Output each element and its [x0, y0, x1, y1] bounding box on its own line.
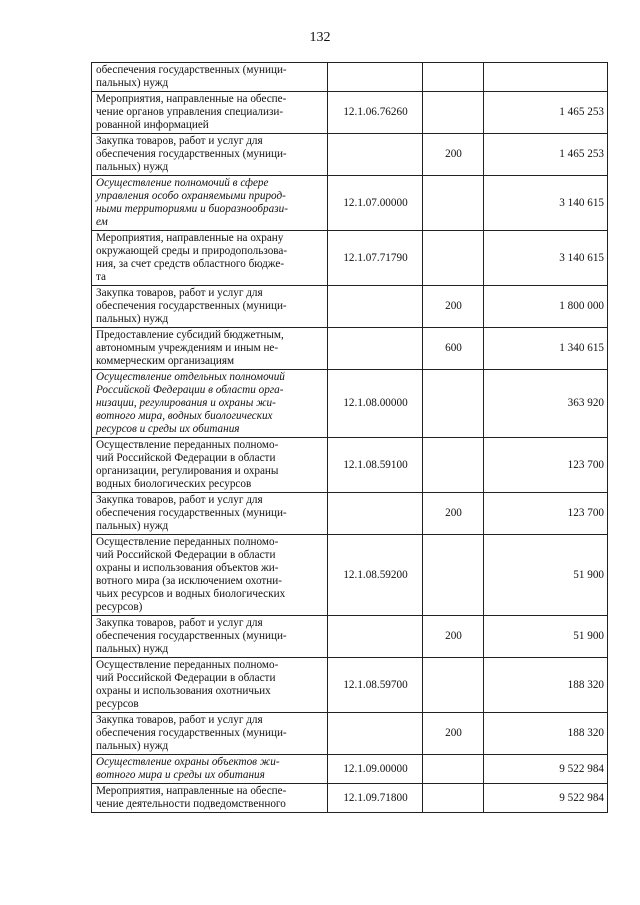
row-type-cell: 200	[423, 286, 484, 328]
row-name-cell: Закупка товаров, работ и услуг для обеспечения государственных (муници- пальных) нужд	[92, 616, 328, 658]
row-type-cell: 200	[423, 616, 484, 658]
row-type-cell: 600	[423, 328, 484, 370]
table-row	[92, 370, 608, 438]
row-type-cell: 200	[423, 713, 484, 755]
table-row	[92, 493, 608, 535]
table-row	[92, 63, 608, 92]
row-amount-cell: 123 700	[484, 493, 608, 535]
row-type-cell	[423, 176, 484, 231]
row-amount-cell: 188 320	[484, 713, 608, 755]
row-amount-cell: 1 340 615	[484, 328, 608, 370]
row-name-cell: Осуществление охраны объектов жи- вотного мира и среды их обитания	[92, 755, 328, 784]
table-row	[92, 755, 608, 784]
row-type-cell	[423, 535, 484, 616]
row-name-cell: Осуществление переданных полномо- чий Российской Федерации в области организации, регулирования и охраны водных биологических ресурсов	[92, 438, 328, 493]
row-name-cell: Осуществление полномочий в сфере управления особо охраняемыми природ- ными территориями и биоразнообрази- ем	[92, 176, 328, 231]
table-row	[92, 616, 608, 658]
row-code-cell: 12.1.07.00000	[328, 176, 423, 231]
row-name-cell: Предоставление субсидий бюджетным, автономным учреждениям и иным не- коммерческим организациям	[92, 328, 328, 370]
row-type-cell	[423, 370, 484, 438]
row-amount-cell: 188 320	[484, 658, 608, 713]
row-name-cell: Закупка товаров, работ и услуг для обеспечения государственных (муници- пальных) нужд	[92, 134, 328, 176]
row-amount-cell: 1 465 253	[484, 92, 608, 134]
row-name-cell: обеспечения государственных (муници- пальных) нужд	[92, 63, 328, 92]
row-name-cell: Осуществление отдельных полномочий Российской Федерации в области орга- низации, регулирования и охраны жи- вотного мира, водных биологических ресурсов и среды их обитания	[92, 370, 328, 438]
row-name-cell: Мероприятия, направленные на обеспе- чение органов управления специализи- рованной информацией	[92, 92, 328, 134]
row-type-cell	[423, 63, 484, 92]
row-code-cell	[328, 713, 423, 755]
budget-table	[91, 62, 608, 813]
table-row	[92, 286, 608, 328]
table-row	[92, 134, 608, 176]
row-code-cell: 12.1.08.59700	[328, 658, 423, 713]
row-amount-cell: 9 522 984	[484, 784, 608, 813]
row-code-cell: 12.1.06.76260	[328, 92, 423, 134]
row-code-cell: 12.1.09.71800	[328, 784, 423, 813]
row-amount-cell	[484, 63, 608, 92]
row-code-cell	[328, 134, 423, 176]
row-amount-cell: 3 140 615	[484, 231, 608, 286]
row-name-cell: Закупка товаров, работ и услуг для обеспечения государственных (муници- пальных) нужд	[92, 713, 328, 755]
row-code-cell	[328, 63, 423, 92]
page-number: 132	[309, 30, 331, 45]
row-amount-cell: 9 522 984	[484, 755, 608, 784]
row-type-cell	[423, 92, 484, 134]
row-code-cell: 12.1.09.00000	[328, 755, 423, 784]
row-type-cell	[423, 658, 484, 713]
row-amount-cell: 123 700	[484, 438, 608, 493]
row-amount-cell: 51 900	[484, 535, 608, 616]
row-type-cell: 200	[423, 493, 484, 535]
table-row	[92, 658, 608, 713]
table-row	[92, 713, 608, 755]
row-type-cell: 200	[423, 134, 484, 176]
row-amount-cell: 1 800 000	[484, 286, 608, 328]
row-type-cell	[423, 438, 484, 493]
row-amount-cell: 51 900	[484, 616, 608, 658]
row-name-cell: Осуществление переданных полномо- чий Российской Федерации в области охраны и использования охотничьих ресурсов	[92, 658, 328, 713]
table-row	[92, 231, 608, 286]
table-row	[92, 438, 608, 493]
row-code-cell	[328, 286, 423, 328]
table-row	[92, 92, 608, 134]
table-row	[92, 328, 608, 370]
row-code-cell	[328, 616, 423, 658]
table-row	[92, 176, 608, 231]
row-amount-cell: 1 465 253	[484, 134, 608, 176]
row-type-cell	[423, 755, 484, 784]
row-type-cell	[423, 231, 484, 286]
row-code-cell: 12.1.08.00000	[328, 370, 423, 438]
row-code-cell	[328, 493, 423, 535]
row-code-cell: 12.1.07.71790	[328, 231, 423, 286]
row-type-cell	[423, 784, 484, 813]
row-amount-cell: 3 140 615	[484, 176, 608, 231]
budget-table-body	[92, 63, 608, 813]
row-name-cell: Осуществление переданных полномо- чий Российской Федерации в области охраны и использования объектов жи- вотного мира (за исключением охотни- чьих ресурсов и водных биологических ресурсов)	[92, 535, 328, 616]
row-name-cell: Закупка товаров, работ и услуг для обеспечения государственных (муници- пальных) нужд	[92, 286, 328, 328]
table-row	[92, 784, 608, 813]
row-code-cell: 12.1.08.59200	[328, 535, 423, 616]
row-name-cell: Мероприятия, направленные на охрану окружающей среды и природопользова- ния, за счет средств областного бюдже- та	[92, 231, 328, 286]
row-amount-cell: 363 920	[484, 370, 608, 438]
table-row	[92, 535, 608, 616]
row-name-cell: Мероприятия, направленные на обеспе- чение деятельности подведомственного	[92, 784, 328, 813]
row-name-cell: Закупка товаров, работ и услуг для обеспечения государственных (муници- пальных) нужд	[92, 493, 328, 535]
row-code-cell: 12.1.08.59100	[328, 438, 423, 493]
row-code-cell	[328, 328, 423, 370]
